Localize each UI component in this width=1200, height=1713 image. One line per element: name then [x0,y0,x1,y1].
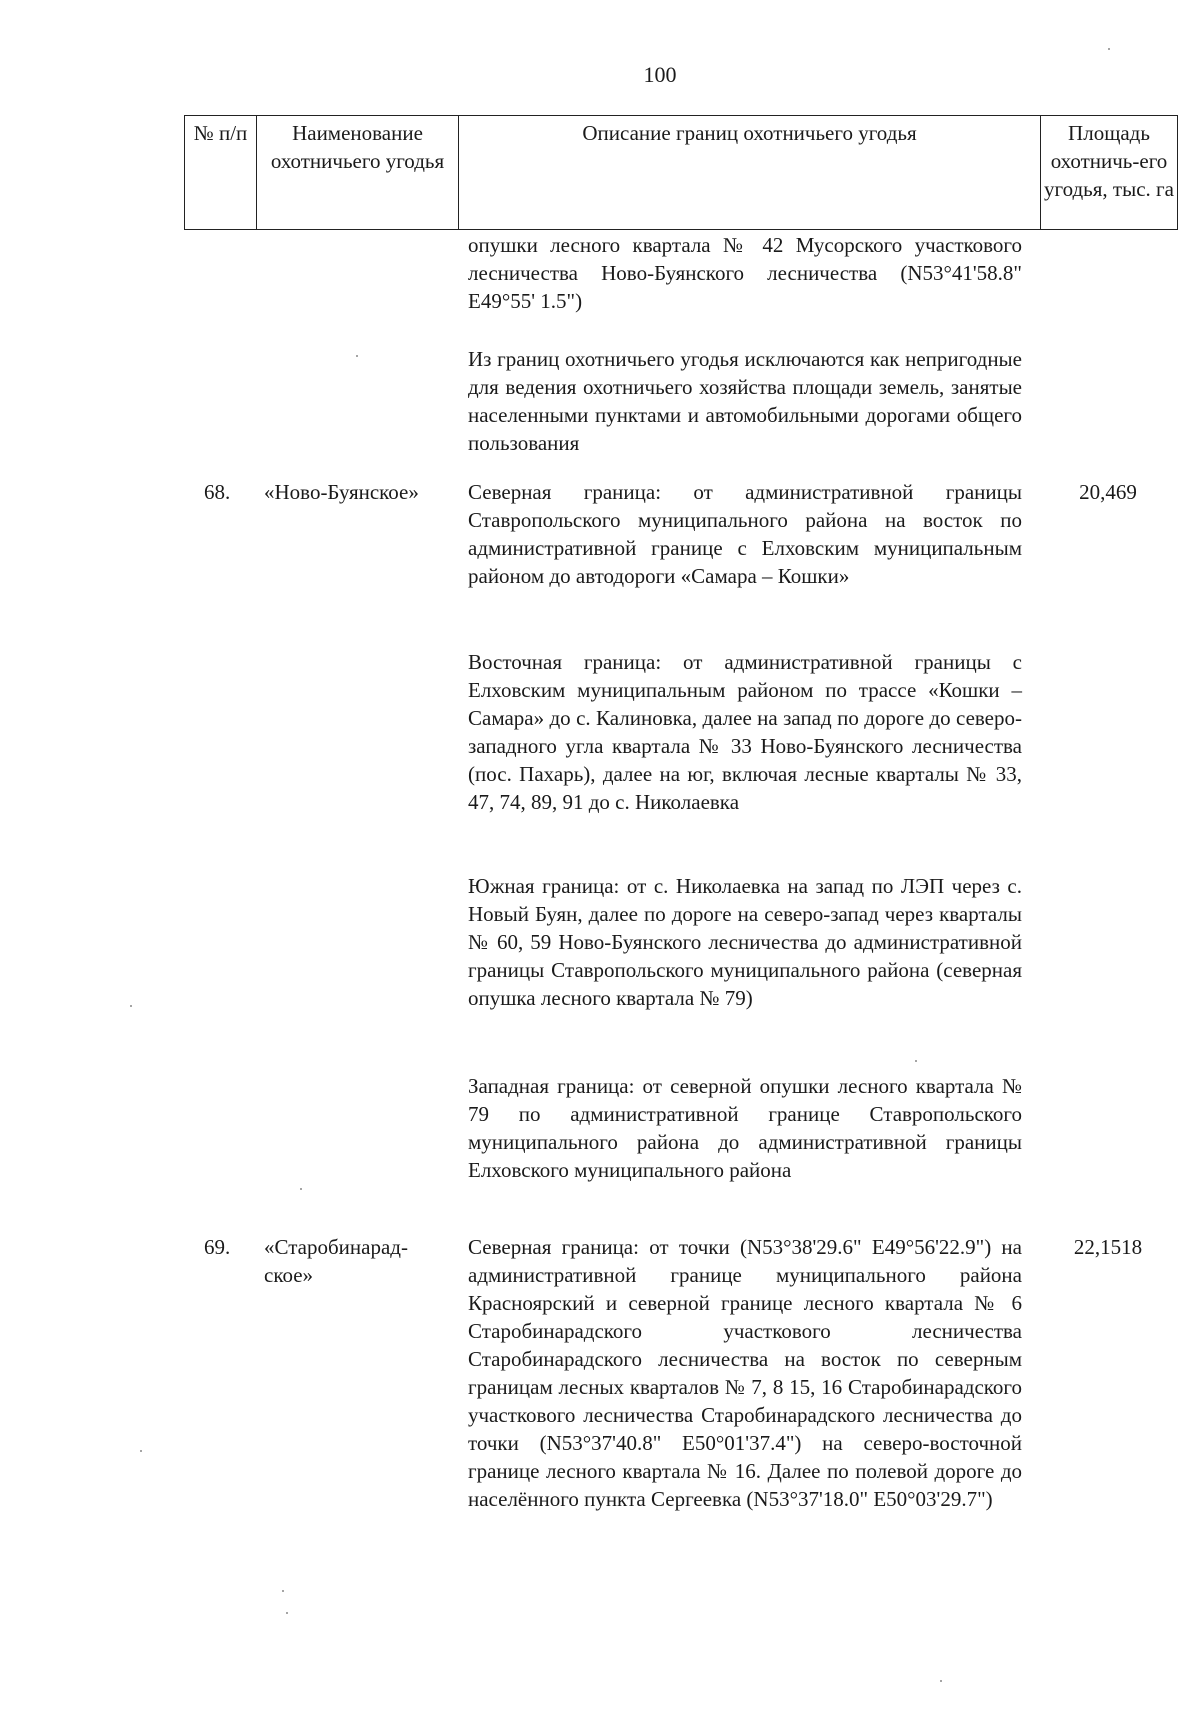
header-description-column: Описание границ охотничьего угодья [459,116,1041,229]
row-69-north-boundary: Северная граница: от точки (N53°38'29.6" E49°56'22.9") на административной границе муниципального района Красноярский и северной границе лесного квартала № 6 Старобинарадского участкового лесничества Старобинарадского лесничества на восток по северным границам лесных кварталов № 7, 8 15, 16 Старобинарадского участкового лесничества Старобинарадского лесничества до точки (N53°37'40.8" E50°01'37.4") на северо-восточной границе лесного квартала № 16. Далее по полевой дороге до населённого пункта Сергеевка (N53°37'18.0" E50°03'29.7") [468,1235,1022,1511]
scan-speck [130,1005,132,1007]
row-68-west-boundary: Западная граница: от северной опушки лесного квартала № 79 по административной границе Ставропольского муниципального района до административной границы Елховского муниципального района [468,1074,1022,1182]
row-69-name: «Старобинарад-ское» [264,1235,408,1287]
continuation-text-1: опушки лесного квартала № 42 Мусорского участкового лесничества Ново-Буянского лесничества (N53°41'58.8" E49°55' 1.5") [468,233,1022,313]
header-number-column: № п/п [185,116,257,229]
scan-speck [940,1680,942,1682]
scan-speck [282,1590,284,1592]
row-69-area: 22,1518 [1073,1235,1143,1259]
page-number: 100 [643,62,677,87]
scan-speck [356,355,358,357]
row-68-north-boundary: Северная граница: от административной границы Ставропольского муниципального района на восток по административной границе с Елховским муниципальным районом до автодороги «Самара – Кошки» [468,480,1022,588]
row-68-name: «Ново-Буянское» [264,480,419,504]
header-area-column: Площадь охотничь-его угодья, тыс. га [1044,121,1174,201]
scan-speck [1108,48,1110,50]
continuation-text-2: Из границ охотничьего угодья исключаются как непригодные для ведения охотничьего хозяйства площади земель, занятые населенными пунктами и автомобильными дорогами общего пользования [468,347,1022,455]
row-68-number: 68. [204,480,231,504]
header-name-column: Наименование охотничьего угодья [257,116,459,229]
table-header [184,115,1178,230]
scan-speck [286,1612,288,1614]
row-68-area: 20,469 [1079,480,1137,504]
row-69-number: 69. [204,1235,231,1259]
row-68-east-boundary: Восточная граница: от административной границы с Елховским муниципальным районом по трассе «Кошки – Самара» до с. Калиновка, далее на запад по дороге до северо-западного угла квартала № 33 Ново-Буянского лесничества (пос. Пахарь), далее на юг, включая лесные кварталы № 33, 47, 74, 89, 91 до с. Николаевка [468,650,1022,814]
row-68-south-boundary: Южная граница: от с. Николаевка на запад по ЛЭП через с. Новый Буян, далее по дороге на северо-запад через кварталы № 60, 59 Ново-Буянского лесничества до административной границы Ставропольского муниципального района (северная опушка лесного квартала № 79) [468,874,1022,1010]
scan-speck [300,1188,302,1190]
scan-speck [915,1060,917,1062]
scan-speck [140,1450,142,1452]
